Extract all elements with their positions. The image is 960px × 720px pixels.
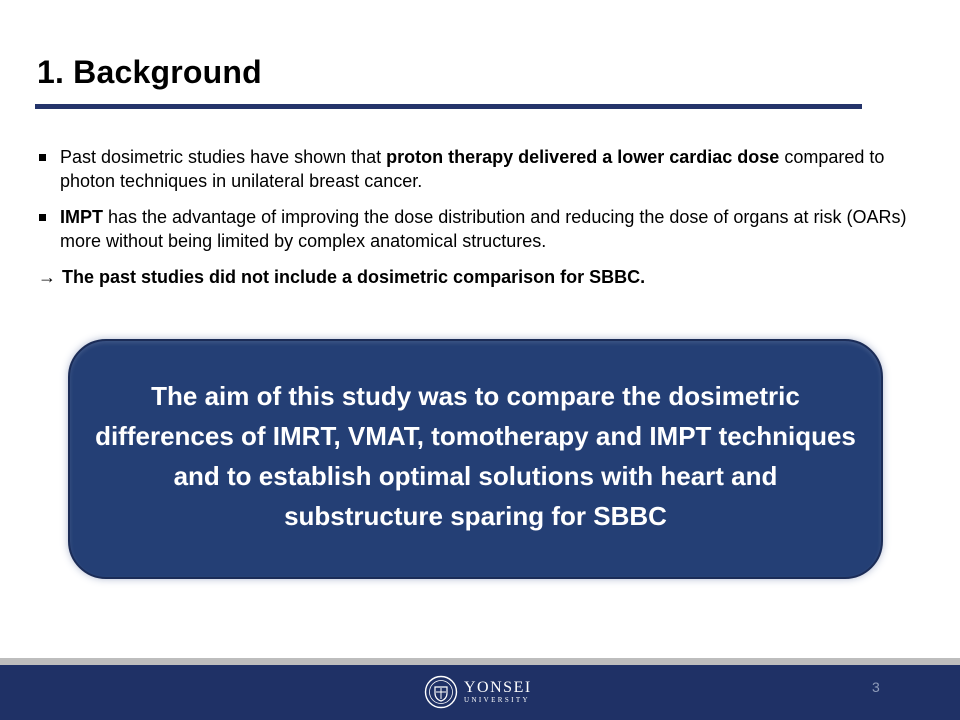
conclusion-text: The past studies did not include a dosimetric comparison for SBBC. bbox=[62, 267, 646, 287]
conclusion-line bbox=[38, 265, 928, 289]
bullet-text: has the advantage of improving the dose distribution and reducing the dose of organs at risk (OARs) more without being limited by complex anatomical structures. bbox=[60, 207, 907, 251]
footer-divider bbox=[0, 658, 960, 665]
right-arrow-icon: → bbox=[38, 267, 56, 287]
aim-statement: The aim of this study was to compare the dosimetric differences of IMRT, VMAT, tomotherapy and IMPT techniques and to establish optimal solutions with heart and substructure sparing for SBBC bbox=[95, 381, 856, 531]
bullet-bold-text: IMPT bbox=[60, 207, 103, 227]
page-number: 3 bbox=[872, 679, 880, 695]
logo-wordmark bbox=[464, 679, 532, 705]
bullet-list bbox=[38, 145, 928, 289]
logo-name: YONSEI bbox=[464, 679, 532, 696]
university-logo bbox=[424, 673, 532, 711]
bullet-bold-text: proton therapy delivered a lower cardiac dose bbox=[386, 147, 780, 167]
title-underline bbox=[35, 104, 862, 109]
square-bullet-icon bbox=[39, 214, 46, 221]
bullet-item-proton-therapy bbox=[38, 145, 928, 193]
bullet-item-impt bbox=[38, 205, 928, 253]
square-bullet-icon bbox=[39, 154, 46, 161]
aim-callout-box bbox=[68, 339, 883, 579]
slide-title: 1. Background bbox=[37, 54, 262, 90]
bullet-text: compared to photon techniques in unilateral breast cancer. bbox=[60, 147, 885, 191]
bullet-text: Past dosimetric studies have shown that bbox=[60, 147, 387, 167]
logo-subtitle: UNIVERSITY bbox=[464, 696, 530, 704]
yonsei-seal-icon bbox=[424, 675, 458, 709]
